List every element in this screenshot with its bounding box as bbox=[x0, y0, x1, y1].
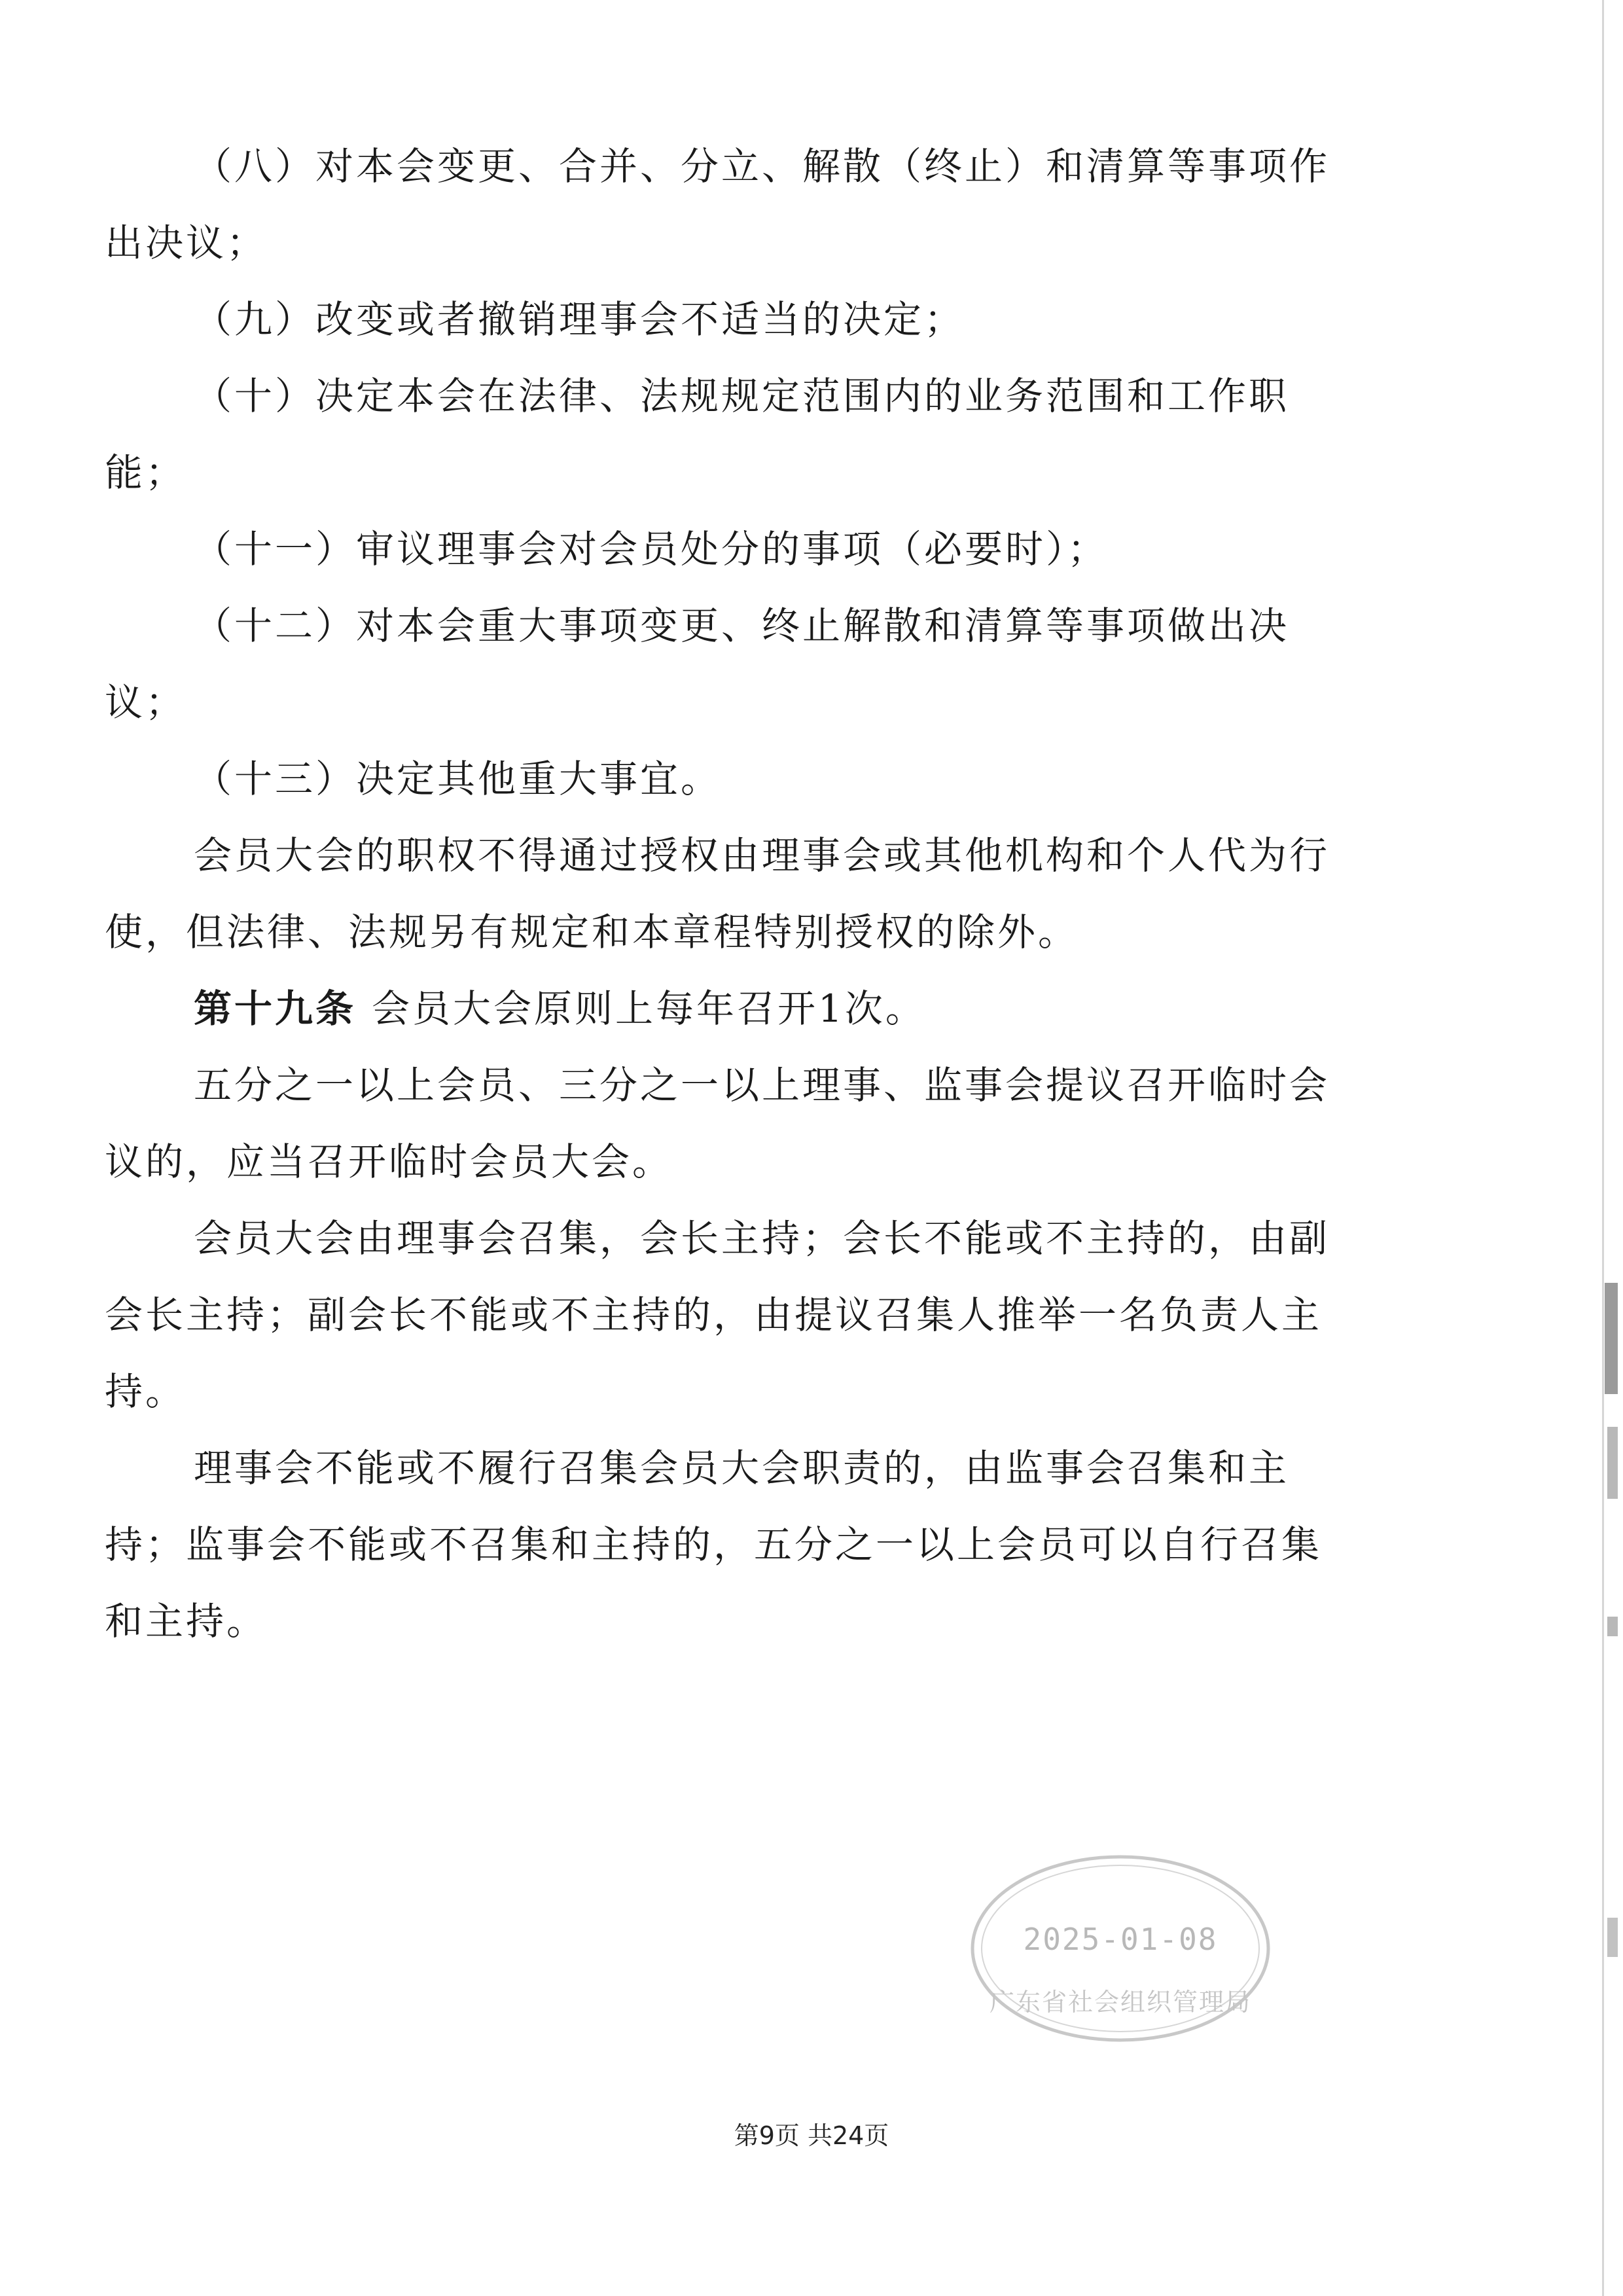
convening-paragraph: 会员大会由理事会召集，会长主持；会长不能或不主持的，由副会长主持；副会长不能或不主持的，由提议召集人推举一名负责人主持。 bbox=[105, 1216, 1330, 1414]
interim-meeting-paragraph: 五分之一以上会员、三分之一以上理事、监事会提议召开临时会议的，应当召开临时会员大会。 bbox=[105, 1063, 1330, 1184]
stamp-organization: 广东省社会组织管理局 bbox=[989, 1988, 1251, 2017]
clause-10: （十）决定本会在法律、法规规定范围内的业务范围和工作职能； bbox=[105, 374, 1290, 495]
binding-mark bbox=[1605, 1283, 1618, 1394]
clause-12: （十二）对本会重大事项变更、终止解散和清算等事项做出决议； bbox=[105, 603, 1290, 725]
document-body bbox=[105, 128, 1361, 1660]
authority-paragraph: 会员大会的职权不得通过授权由理事会或其他机构和个人代为行使，但法律、法规另有规定和本章程特别授权的除外。 bbox=[105, 833, 1330, 954]
clause-9: （九）改变或者撤销理事会不适当的决定； bbox=[194, 297, 965, 342]
article-19 bbox=[105, 971, 1361, 1047]
binding-mark bbox=[1607, 1617, 1618, 1636]
clause-11: （十一）审议理事会对会员处分的事项（必要时）； bbox=[194, 527, 1109, 571]
binding-mark bbox=[1607, 1918, 1618, 1957]
binding-mark bbox=[1607, 1427, 1618, 1499]
stamp-date: 2025-01-08 bbox=[1023, 1922, 1218, 1957]
article-19-text: 会员大会原则上每年召开1次。 bbox=[372, 986, 926, 1031]
supervisory-paragraph: 理事会不能或不履行召集会员大会职责的，由监事会召集和主持；监事会不能或不召集和主持的，五分之一以上会员可以自行召集和主持。 bbox=[105, 1446, 1323, 1643]
approval-stamp bbox=[967, 1851, 1274, 2046]
binding-edge bbox=[1602, 0, 1604, 2296]
clause-13: （十三）决定其他重大事宜。 bbox=[194, 757, 722, 801]
clause-8: （八）对本会变更、合并、分立、解散（终止）和清算等事项作出决议； bbox=[105, 144, 1330, 265]
page-number: 第9页 共24页 bbox=[734, 2121, 889, 2150]
article-heading: 第十九条 bbox=[194, 986, 357, 1031]
